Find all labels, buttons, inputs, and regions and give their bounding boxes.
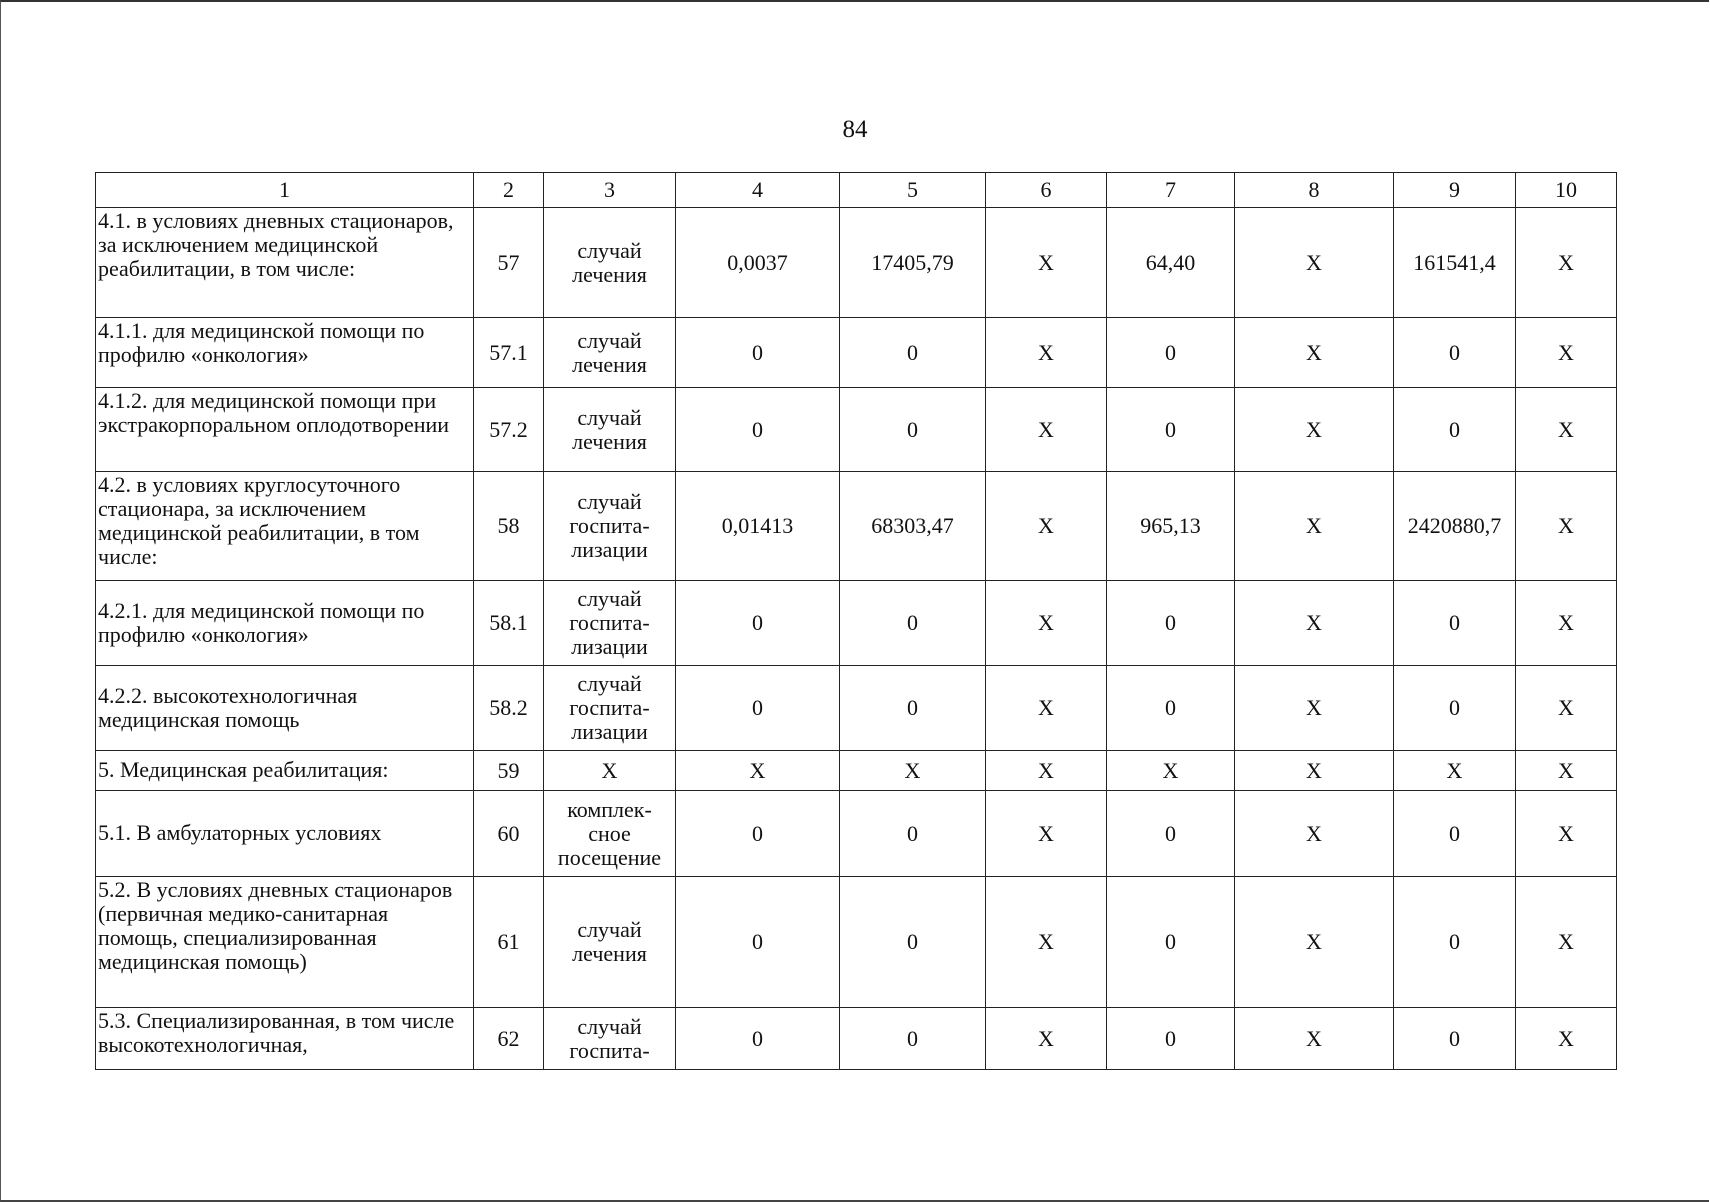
cell-col7: 965,13: [1107, 472, 1235, 581]
cell-col5: 0: [840, 318, 986, 388]
column-header: 9: [1394, 173, 1516, 208]
header-row: [96, 173, 1617, 208]
row-unit: [544, 208, 676, 318]
row-code: 58.1: [474, 581, 544, 666]
unit-line: лечения: [572, 261, 647, 287]
row-unit: [544, 666, 676, 751]
cell-col8: X: [1235, 208, 1394, 318]
unit-line: случай: [577, 489, 642, 514]
row-unit: [544, 1008, 676, 1070]
column-header: 2: [474, 173, 544, 208]
cell-col6: X: [986, 581, 1107, 666]
cell-col7: 0: [1107, 791, 1235, 877]
row-unit: [544, 472, 676, 581]
table-row: [96, 388, 1617, 472]
cell-col5: X: [840, 751, 986, 791]
cell-col7: 0: [1107, 1008, 1235, 1070]
table-row: [96, 666, 1617, 751]
cell-col9: 0: [1394, 666, 1516, 751]
unit-line: лечения: [572, 941, 647, 966]
cell-col4: 0: [676, 388, 840, 472]
row-name: 4.1.2. для медицинской помощи при экстракорпоральном оплодотворении: [96, 388, 474, 472]
row-name: 4.1.1. для медицинской помощи по профилю «онкология»: [96, 318, 474, 388]
cell-col10: X: [1516, 388, 1617, 472]
cell-col4: 0: [676, 877, 840, 1008]
cell-col9: 0: [1394, 318, 1516, 388]
unit-line: госпита-: [569, 1037, 650, 1063]
cell-col10: X: [1516, 666, 1617, 751]
cell-col4: 0: [676, 581, 840, 666]
cell-col5: 17405,79: [840, 208, 986, 318]
data-table: [95, 172, 1617, 1070]
row-code: 61: [474, 877, 544, 1008]
cell-col6: X: [986, 388, 1107, 472]
row-name: 4.2. в условиях круглосуточного стационара, за исключением медицинской реабилитации, в том числе:: [96, 472, 474, 581]
unit-line: госпита-: [569, 610, 650, 635]
table-row: [96, 877, 1617, 1008]
cell-col5: 0: [840, 791, 986, 877]
row-name: 5.1. В амбулаторных условиях: [96, 791, 474, 877]
cell-col5: 0: [840, 1008, 986, 1070]
cell-col7: 64,40: [1107, 208, 1235, 318]
unit-line: лизации: [571, 719, 648, 744]
cell-col7: 0: [1107, 318, 1235, 388]
unit-line: случай: [577, 1013, 642, 1039]
unit-line: комплек-: [567, 796, 652, 822]
row-name: 4.1. в условиях дневных стационаров, за исключением медицинской реабилитации, в том числе:: [96, 208, 474, 318]
table-row: [96, 751, 1617, 791]
row-code: 57.1: [474, 318, 544, 388]
unit-line: посещение: [557, 844, 662, 870]
row-unit: [544, 581, 676, 666]
column-header: 8: [1235, 173, 1394, 208]
cell-col4: 0,01413: [676, 472, 840, 581]
cell-col7: 0: [1107, 581, 1235, 666]
row-code: 62: [474, 1008, 544, 1070]
cell-col6: X: [986, 666, 1107, 751]
column-header: 10: [1516, 173, 1617, 208]
row-unit: [544, 751, 676, 791]
unit-line: случай: [577, 327, 642, 353]
cell-col9: 2420880,7: [1394, 472, 1516, 581]
row-name: 5.3. Специализированная, в том числе высокотехнологичная,: [96, 1008, 474, 1070]
unit-line: X: [601, 757, 618, 783]
unit-line: случай: [577, 917, 642, 942]
cell-col5: 0: [840, 877, 986, 1008]
cell-col10: X: [1516, 208, 1617, 318]
table-row: [96, 791, 1617, 877]
cell-col5: 68303,47: [840, 472, 986, 581]
cell-col9: 0: [1394, 791, 1516, 877]
unit-line: лизации: [571, 634, 648, 659]
row-code: 57.2: [474, 388, 544, 472]
row-code: 58: [474, 472, 544, 581]
cell-col4: 0: [676, 1008, 840, 1070]
cell-col9: 0: [1394, 581, 1516, 666]
unit-line: лечения: [572, 351, 647, 377]
cell-col5: 0: [840, 666, 986, 751]
cell-col6: X: [986, 791, 1107, 877]
unit-line: случай: [577, 586, 642, 611]
cell-col9: 0: [1394, 388, 1516, 472]
row-code: 57: [474, 208, 544, 318]
column-header: 3: [544, 173, 676, 208]
row-name: 4.2.2. высокотехнологичная медицинская помощь: [96, 666, 474, 751]
unit-line: лечения: [572, 428, 647, 454]
cell-col4: 0: [676, 791, 840, 877]
unit-line: лизации: [571, 537, 648, 562]
table-row: [96, 581, 1617, 666]
cell-col8: X: [1235, 751, 1394, 791]
row-unit: [544, 318, 676, 388]
cell-col9: 0: [1394, 877, 1516, 1008]
page-number: 84: [842, 116, 868, 143]
row-name: 5.2. В условиях дневных стационаров (первичная медико-санитарная помощь, специализированная медицинская помощь): [96, 877, 474, 1008]
cell-col4: 0: [676, 318, 840, 388]
cell-col5: 0: [840, 388, 986, 472]
column-header: 1: [96, 173, 474, 208]
cell-col5: 0: [840, 581, 986, 666]
cell-col8: X: [1235, 581, 1394, 666]
table-row: [96, 318, 1617, 388]
cell-col8: X: [1235, 1008, 1394, 1070]
row-unit: [544, 791, 676, 877]
table-row: [96, 208, 1617, 318]
unit-line: случай: [577, 237, 642, 263]
cell-col7: 0: [1107, 666, 1235, 751]
cell-col6: X: [986, 1008, 1107, 1070]
cell-col6: X: [986, 751, 1107, 791]
row-name: 4.2.1. для медицинской помощи по профилю «онкология»: [96, 581, 474, 666]
cell-col10: X: [1516, 581, 1617, 666]
cell-col4: X: [676, 751, 840, 791]
column-header: 5: [840, 173, 986, 208]
cell-col4: 0: [676, 666, 840, 751]
column-header: 6: [986, 173, 1107, 208]
row-name: 5. Медицинская реабилитация:: [96, 751, 474, 791]
column-header: 4: [676, 173, 840, 208]
table-row: [96, 472, 1617, 581]
cell-col8: X: [1235, 318, 1394, 388]
row-code: 59: [474, 751, 544, 791]
table-row: [96, 1008, 1617, 1070]
unit-line: случай: [577, 671, 642, 696]
cell-col8: X: [1235, 877, 1394, 1008]
unit-line: госпита-: [569, 513, 650, 538]
cell-col6: X: [986, 472, 1107, 581]
row-code: 60: [474, 791, 544, 877]
column-header: 7: [1107, 173, 1235, 208]
cell-col4: 0,0037: [676, 208, 840, 318]
cell-col10: X: [1516, 318, 1617, 388]
row-unit: [544, 388, 676, 472]
cell-col8: X: [1235, 791, 1394, 877]
cell-col10: X: [1516, 1008, 1617, 1070]
cell-col7: X: [1107, 751, 1235, 791]
cell-col6: X: [986, 208, 1107, 318]
cell-col10: X: [1516, 472, 1617, 581]
cell-col9: X: [1394, 751, 1516, 791]
cell-col10: X: [1516, 751, 1617, 791]
row-code: 58.2: [474, 666, 544, 751]
cell-col10: X: [1516, 877, 1617, 1008]
cell-col8: X: [1235, 472, 1394, 581]
unit-line: случай: [577, 404, 642, 430]
cell-col10: X: [1516, 791, 1617, 877]
cell-col6: X: [986, 318, 1107, 388]
cell-col7: 0: [1107, 877, 1235, 1008]
row-unit: [544, 877, 676, 1008]
cell-col8: X: [1235, 666, 1394, 751]
cell-col9: 161541,4: [1394, 208, 1516, 318]
unit-line: госпита-: [569, 695, 650, 720]
cell-col8: X: [1235, 388, 1394, 472]
unit-line: сное: [588, 820, 631, 846]
cell-col7: 0: [1107, 388, 1235, 472]
cell-col6: X: [986, 877, 1107, 1008]
cell-col9: 0: [1394, 1008, 1516, 1070]
